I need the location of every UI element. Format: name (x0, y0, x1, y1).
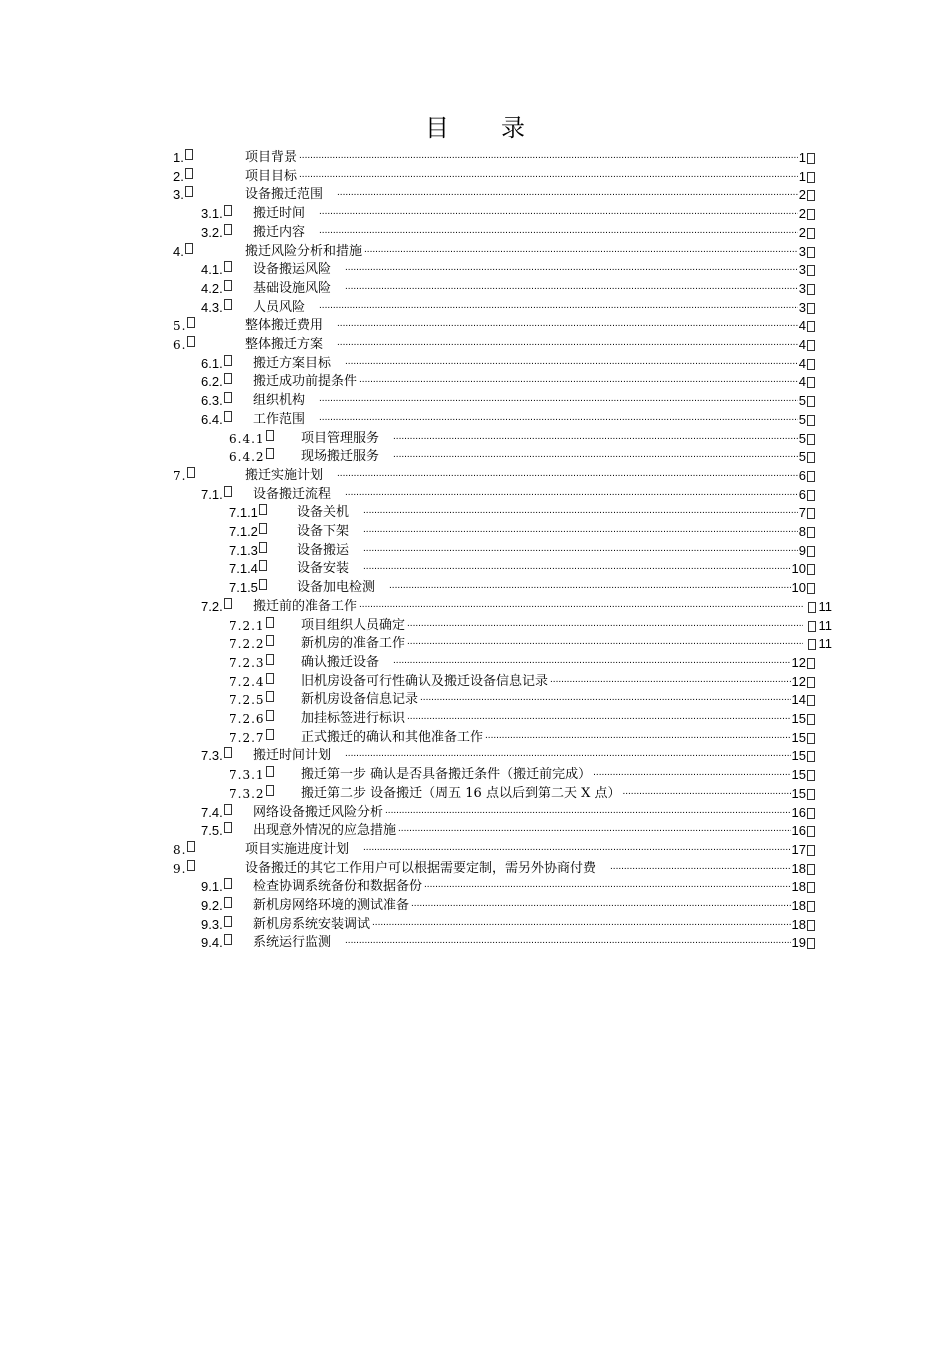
toc-entry-page: 3 (798, 299, 806, 315)
placeholder-glyph-icon (807, 284, 815, 295)
toc-leader-dots (299, 164, 798, 182)
toc-entry-number: 7.1. (201, 486, 223, 502)
toc-entry-number: 7.3. (201, 748, 223, 764)
placeholder-glyph-icon (807, 471, 815, 482)
placeholder-glyph-icon (266, 691, 274, 702)
toc-entry-page: 10 (791, 580, 806, 596)
toc-entry-number: 7.2.5 (229, 693, 265, 708)
toc-entry-page: 15 (791, 729, 806, 745)
toc-entry-page: 18 (791, 916, 806, 932)
toc-leader-dots (359, 594, 802, 612)
toc-leader-dots (411, 893, 791, 911)
toc-leader-dots (398, 818, 791, 836)
toc-entry-page: 6 (798, 486, 806, 502)
toc-leader-dots (389, 575, 791, 593)
placeholder-glyph-icon (807, 546, 815, 557)
toc-leader-dots (424, 874, 791, 892)
placeholder-glyph-icon (185, 243, 193, 254)
toc-entry[interactable] (0, 747, 950, 765)
toc-entry-number: 4.2. (201, 280, 223, 296)
toc-entry-number: 7.3.1 (229, 768, 265, 783)
placeholder-glyph-icon (807, 658, 815, 669)
toc-entry-label: 组织机构 (253, 393, 306, 409)
toc-entry-number: 6.1. (201, 355, 223, 371)
placeholder-glyph-icon (807, 396, 815, 407)
placeholder-glyph-icon (807, 826, 815, 837)
toc-entry-label: 搬迁实施计划 (245, 467, 324, 483)
toc-entry-page: 19 (791, 935, 806, 951)
toc-entry-label: 出现意外情况的应急措施 (253, 823, 397, 839)
placeholder-glyph-icon (224, 411, 232, 422)
toc-entry-number: 7.2.1 (229, 618, 265, 633)
toc-entry-label: 设备搬迁范围 (245, 187, 324, 203)
toc-entry-label: 项目实施进度计划 (245, 841, 350, 857)
toc-entry-page: 2 (798, 206, 806, 222)
toc-entry-page: 12 (791, 673, 806, 689)
toc-entry[interactable] (0, 710, 950, 728)
placeholder-glyph-icon (807, 247, 815, 258)
toc-entry-number: 3. (173, 187, 184, 203)
toc-entry-label: 设备下架 (297, 524, 350, 539)
toc-entry-page: 18 (791, 860, 806, 876)
toc-entry-number: 7. (173, 468, 187, 483)
toc-leader-dots (364, 239, 798, 257)
toc-entry-page: 4 (798, 355, 806, 371)
toc-entry-page: 3 (798, 243, 806, 259)
placeholder-glyph-icon (808, 639, 816, 650)
placeholder-glyph-icon (266, 430, 274, 441)
toc-entry-label: 整体搬迁费用 (245, 318, 324, 334)
toc-leader-dots (593, 762, 790, 780)
toc-entry-number: 8. (173, 842, 187, 857)
placeholder-glyph-icon (807, 340, 815, 351)
toc-entry[interactable] (0, 766, 950, 784)
placeholder-glyph-icon (807, 845, 815, 856)
placeholder-glyph-icon (224, 598, 232, 609)
placeholder-glyph-icon (807, 209, 815, 220)
toc-leader-dots (345, 930, 791, 948)
toc-entry-label: 搬迁第二步 设备搬迁（周五 16 点以后到第二天 X 点） (301, 785, 621, 801)
toc-leader-dots (319, 407, 798, 425)
placeholder-glyph-icon (224, 934, 232, 945)
toc-leader-dots (345, 257, 798, 275)
placeholder-glyph-icon (807, 583, 815, 594)
placeholder-glyph-icon (807, 321, 815, 332)
toc-entry-page: 4 (798, 337, 806, 352)
toc-entry-label: 确认搬迁设备 (301, 654, 380, 670)
placeholder-glyph-icon (807, 808, 815, 819)
toc-entry-page: 16 (791, 823, 806, 839)
toc-entry-page: 17 (791, 841, 806, 857)
placeholder-glyph-icon (187, 841, 195, 852)
toc-leader-dots (420, 687, 791, 705)
toc-entry-number: 7.2.3 (229, 655, 265, 670)
toc-entry-number: 7.2.4 (229, 674, 265, 689)
toc-entry-label: 设备安装 (297, 561, 350, 577)
toc-entry-label: 旧机房设备可行性确认及搬迁设备信息记录 (301, 673, 549, 689)
placeholder-glyph-icon (807, 864, 815, 875)
toc-entry-page: 18 (791, 879, 806, 895)
toc-leader-dots (363, 500, 798, 518)
placeholder-glyph-icon (807, 415, 815, 426)
toc-entry-label: 搬迁风险分析和措施 (245, 243, 363, 259)
placeholder-glyph-icon (807, 677, 815, 688)
placeholder-glyph-icon (807, 490, 815, 501)
toc-entry-number: 2. (173, 168, 184, 184)
placeholder-glyph-icon (185, 186, 193, 197)
toc-entry[interactable] (0, 934, 950, 952)
toc-entry-number: 4.1. (201, 262, 223, 278)
placeholder-glyph-icon (266, 617, 274, 628)
placeholder-glyph-icon (266, 673, 274, 684)
placeholder-glyph-icon (259, 579, 267, 590)
toc-leader-dots (622, 781, 790, 799)
placeholder-glyph-icon (224, 355, 232, 366)
placeholder-glyph-icon (807, 751, 815, 762)
toc-entry-label: 搬迁时间计划 (253, 748, 332, 764)
toc-entry-label: 搬迁时间 (253, 206, 306, 222)
placeholder-glyph-icon (807, 695, 815, 706)
toc-entry-label: 人员风险 (253, 299, 306, 315)
toc-entry-number: 7.5. (201, 823, 223, 839)
placeholder-glyph-icon (187, 467, 195, 478)
toc-leader-dots (393, 426, 798, 444)
placeholder-glyph-icon (807, 714, 815, 725)
toc-entry-number: 9. (173, 861, 187, 876)
placeholder-glyph-icon (224, 373, 232, 384)
toc-entry-page: 9 (798, 542, 806, 558)
toc-entry-page: 11 (818, 636, 832, 652)
placeholder-glyph-icon (807, 920, 815, 931)
toc-entry-label: 搬迁前的准备工作 (253, 598, 358, 614)
placeholder-glyph-icon (807, 265, 815, 276)
placeholder-glyph-icon (807, 434, 815, 445)
toc-leader-dots (407, 613, 802, 631)
toc-leader-dots (345, 351, 798, 369)
placeholder-glyph-icon (807, 882, 815, 893)
toc-leader-dots (363, 519, 798, 537)
placeholder-glyph-icon (807, 901, 815, 912)
toc-entry-page: 5 (798, 430, 806, 446)
placeholder-glyph-icon (224, 261, 232, 272)
placeholder-glyph-icon (807, 359, 815, 370)
placeholder-glyph-icon (224, 392, 232, 403)
toc-leader-dots (299, 145, 798, 163)
toc-entry-number: 7.1.2 (229, 524, 258, 539)
placeholder-glyph-icon (807, 789, 815, 800)
toc-leader-dots (359, 369, 798, 387)
toc-entry-page: 5 (798, 393, 806, 409)
toc-leader-dots (345, 482, 798, 500)
placeholder-glyph-icon (808, 602, 816, 613)
toc-entry-page: 4 (798, 374, 806, 390)
toc-entry-label: 搬迁第一步 确认是否具备搬迁条件（搬迁前完成） (301, 767, 592, 783)
toc-entry-label: 工作范围 (253, 411, 306, 427)
toc-leader-dots (610, 856, 791, 874)
toc-entry-number: 7.2.2 (229, 637, 265, 652)
toc-entry-label: 系统运行监测 (253, 935, 332, 951)
toc-entry-page: 3 (798, 262, 806, 278)
placeholder-glyph-icon (807, 527, 815, 538)
placeholder-glyph-icon (266, 785, 274, 796)
placeholder-glyph-icon (224, 822, 232, 833)
toc-leader-dots (363, 556, 791, 574)
toc-entry-number: 7.4. (201, 804, 223, 820)
toc-entry-page: 18 (791, 898, 806, 913)
toc-entry-page: 5 (798, 449, 806, 465)
toc-entry-label: 设备搬运风险 (253, 262, 332, 278)
toc-entry-number: 9.2. (201, 898, 223, 913)
placeholder-glyph-icon (185, 149, 193, 160)
toc-entry-page: 11 (818, 598, 832, 614)
toc-entry-page: 15 (791, 711, 806, 726)
toc-leader-dots (319, 220, 798, 238)
toc-entry-number: 3.2. (201, 224, 223, 240)
toc-entry-page: 15 (791, 748, 806, 764)
toc-leader-dots (319, 295, 798, 313)
toc-entry-number: 6. (173, 338, 187, 352)
placeholder-glyph-icon (224, 804, 232, 815)
toc-entry-label: 搬迁方案目标 (253, 355, 332, 371)
placeholder-glyph-icon (185, 168, 193, 179)
placeholder-glyph-icon (224, 486, 232, 497)
placeholder-glyph-icon (807, 377, 815, 388)
toc-entry-page: 2 (798, 187, 806, 203)
toc-title-char-2: 录 (501, 114, 525, 142)
placeholder-glyph-icon (266, 635, 274, 646)
toc-entry-page: 10 (791, 561, 806, 577)
placeholder-glyph-icon (187, 860, 195, 871)
placeholder-glyph-icon (807, 564, 815, 575)
toc-entry-label: 正式搬迁的确认和其他准备工作 (301, 729, 484, 745)
toc-entry-number: 9.1. (201, 879, 223, 895)
placeholder-glyph-icon (807, 228, 815, 239)
placeholder-glyph-icon (224, 205, 232, 216)
toc-entry-label: 加挂标签进行标识 (301, 711, 406, 726)
placeholder-glyph-icon (266, 654, 274, 665)
toc-title-char-1: 目 (425, 114, 449, 142)
placeholder-glyph-icon (266, 710, 274, 721)
placeholder-glyph-icon (187, 336, 195, 347)
placeholder-glyph-icon (224, 897, 232, 908)
toc-entry-page: 14 (791, 692, 806, 708)
toc-entry-label: 项目目标 (245, 168, 298, 184)
toc-entry-label: 搬迁成功前提条件 (253, 374, 358, 390)
toc-entry-label: 设备关机 (297, 505, 350, 521)
toc-entry-page: 15 (791, 785, 806, 801)
toc-entry[interactable] (0, 654, 950, 672)
toc-leader-dots (393, 444, 798, 462)
toc-entry-number: 7.3.2 (229, 786, 265, 801)
toc-entry-page: 1 (798, 150, 806, 165)
toc-entry[interactable] (0, 841, 950, 859)
toc-leader-dots (393, 650, 791, 668)
placeholder-glyph-icon (807, 508, 815, 519)
toc-entry-number: 4. (173, 243, 184, 259)
toc-entry-label: 设备搬运 (297, 542, 350, 558)
toc-entry-page: 8 (798, 524, 806, 539)
toc-entry-number: 7.2.6 (229, 712, 265, 726)
toc-entry-number: 9.3. (201, 916, 223, 932)
toc-leader-dots (407, 631, 802, 649)
toc-entry-number: 7.1.1 (229, 505, 258, 521)
toc-entry-page: 3 (798, 280, 806, 296)
placeholder-glyph-icon (807, 733, 815, 744)
placeholder-glyph-icon (224, 916, 232, 927)
toc-entry-number: 6.4.1 (229, 431, 265, 446)
toc-entry-label: 现场搬迁服务 (301, 449, 380, 465)
toc-entry-label: 网络设备搬迁风险分析 (253, 804, 384, 820)
toc-leader-dots (345, 276, 798, 294)
toc-entry-label: 设备搬迁的其它工作用户可以根据需要定制，需另外协商付费 (245, 860, 597, 876)
toc-entry-label: 项目管理服务 (301, 430, 380, 446)
toc-leader-dots (372, 912, 791, 930)
toc-leader-dots (337, 332, 798, 350)
toc-entry-page: 2 (798, 224, 806, 240)
toc-entry-number: 5. (173, 319, 187, 334)
toc-leader-dots (337, 182, 798, 200)
toc-entry-number: 7.1.5 (229, 580, 258, 596)
placeholder-glyph-icon (266, 448, 274, 459)
placeholder-glyph-icon (807, 153, 815, 164)
placeholder-glyph-icon (224, 224, 232, 235)
toc-entry-label: 设备加电检测 (297, 580, 376, 596)
toc-entry-page: 15 (791, 767, 806, 783)
placeholder-glyph-icon (807, 770, 815, 781)
placeholder-glyph-icon (266, 766, 274, 777)
toc-leader-dots (550, 669, 791, 687)
toc-entry-number: 7.1.4 (229, 561, 258, 577)
toc-leader-dots (385, 800, 791, 818)
toc-entry-number: 7.1.3 (229, 542, 258, 558)
placeholder-glyph-icon (187, 317, 195, 328)
toc-entry-page: 1 (798, 168, 806, 184)
toc-entry-number: 1. (173, 150, 184, 165)
placeholder-glyph-icon (259, 542, 267, 553)
toc-title (0, 108, 950, 143)
toc-entry-label: 新机房设备信息记录 (301, 692, 419, 708)
toc-entry-label: 项目背景 (245, 150, 298, 165)
toc-entry-label: 项目组织人员确定 (301, 617, 406, 633)
placeholder-glyph-icon (224, 299, 232, 310)
toc-leader-dots (485, 725, 791, 743)
toc-entry-number: 7.2. (201, 598, 223, 614)
toc-leader-dots (319, 201, 798, 219)
toc-entry-page: 11 (818, 617, 832, 633)
toc-entry-number: 7.2.7 (229, 730, 265, 745)
placeholder-glyph-icon (266, 729, 274, 740)
toc-entry-label: 新机房网络环境的测试准备 (253, 898, 410, 913)
placeholder-glyph-icon (807, 190, 815, 201)
placeholder-glyph-icon (807, 172, 815, 183)
toc-leader-dots (337, 313, 798, 331)
toc-entry-label: 检查协调系统备份和数据备份 (253, 879, 423, 895)
toc-entry-label: 搬迁内容 (253, 224, 306, 240)
toc-leader-dots (363, 538, 798, 556)
toc-entry-page: 7 (798, 505, 806, 521)
placeholder-glyph-icon (224, 878, 232, 889)
toc-entry-page: 6 (798, 467, 806, 483)
placeholder-glyph-icon (224, 747, 232, 758)
toc-entry-number: 6.2. (201, 374, 223, 390)
placeholder-glyph-icon (259, 523, 267, 534)
toc-entry-number: 9.4. (201, 935, 223, 951)
placeholder-glyph-icon (224, 280, 232, 291)
toc-entry-page: 4 (798, 318, 806, 334)
toc-leader-dots (337, 463, 798, 481)
toc-entry-label: 新机房的准备工作 (301, 636, 406, 652)
toc-entry-page: 5 (798, 411, 806, 427)
placeholder-glyph-icon (807, 938, 815, 949)
placeholder-glyph-icon (807, 452, 815, 463)
placeholder-glyph-icon (807, 303, 815, 314)
placeholder-glyph-icon (259, 504, 267, 515)
toc-entry-number: 6.4. (201, 411, 223, 427)
toc-entry-number: 3.1. (201, 206, 223, 222)
toc-entry-number: 6.3. (201, 393, 223, 409)
toc-entry-page: 12 (791, 654, 806, 670)
toc-entry-number: 4.3. (201, 299, 223, 315)
toc-leader-dots (345, 743, 791, 761)
placeholder-glyph-icon (808, 621, 816, 632)
toc-leader-dots (319, 388, 798, 406)
toc-leader-dots (407, 706, 791, 724)
toc-entry-number: 6.4.2 (229, 450, 265, 465)
placeholder-glyph-icon (259, 560, 267, 571)
toc-entry-label: 设备搬迁流程 (253, 486, 332, 502)
toc-entry-label: 新机房系统安装调试 (253, 916, 371, 932)
toc-entry-page: 16 (791, 804, 806, 820)
toc-entry-label: 整体搬迁方案 (245, 337, 324, 352)
toc-leader-dots (363, 837, 791, 855)
toc-entry-label: 基础设施风险 (253, 280, 332, 296)
